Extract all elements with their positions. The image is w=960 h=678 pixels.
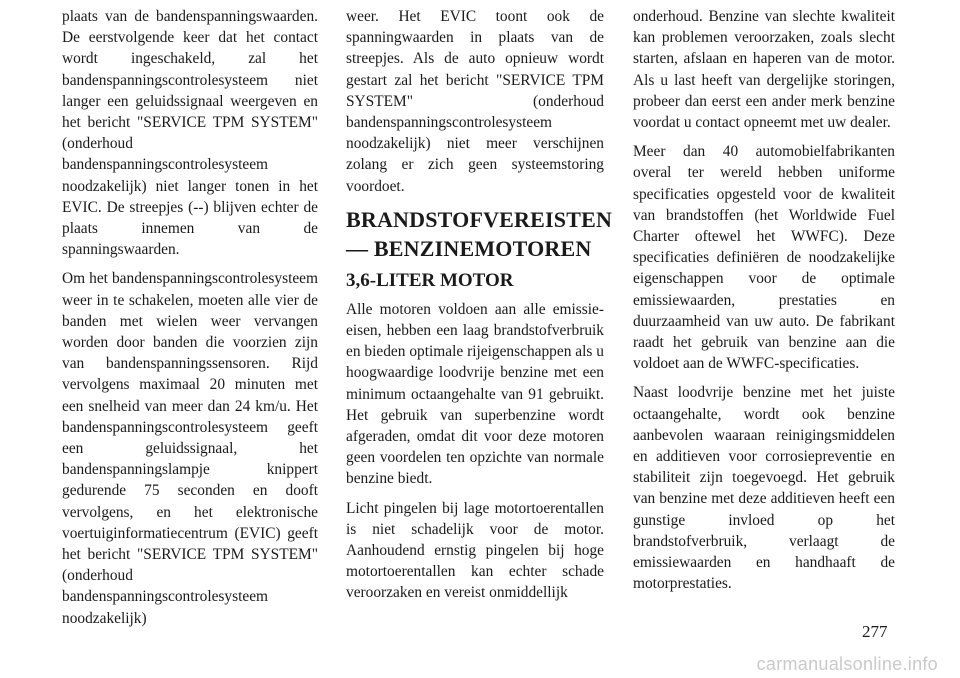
- paragraph: Alle motoren voldoen aan alle emissie-eisen, hebben een laag brandstofverbruik en bieden optimale rijeigenschappen als u hoogwaardige loodvrije benzine met een minimum octaangehalte van 91 gebruikt. Het gebruik van superbenzine wordt afgeraden, omdat dit voor deze motoren geen voordelen ten opzichte van normale benzine biedt.: [346, 300, 604, 488]
- column-middle: [346, 6, 613, 612]
- paragraph: Licht pingelen bij lage motortoerentallen is niet schadelijk voor de motor. Aanhoudend ernstig pingelen bij hoge motortoerentallen kan echter schade veroorzaken en vereist onmiddellijk: [346, 499, 604, 602]
- paragraph: Naast loodvrije benzine met het juiste octaangehalte, wordt ook benzine aanbevolen waaraan reinigingsmiddelen en additieven voor corrosiepreventie en stabiliteit zijn toegevoegd. Het gebruik van benzine met deze additieven heeft een gunstige invloed op het brandstofverbruik, verlaagt de emissiewaarden en handhaaft de motorprestaties.: [633, 384, 895, 593]
- column-left: [62, 6, 318, 637]
- section-heading-line: — BENZINEMOTOREN: [346, 235, 592, 261]
- sub-heading: 3,6-LITER MOTOR: [346, 269, 514, 291]
- paragraph: weer. Het EVIC toont ook de spanningwaarden in plaats van de streepjes. Als de auto opnieuw wordt gestart zal het bericht "SERVICE TPM SYSTEM" (onderhoud bandenspanningscontrolesysteem noodzakelijk) niet meer verschijnen zolang er zich geen systeemstoring voordoet.: [346, 8, 604, 195]
- section-heading: [346, 205, 613, 263]
- paragraph: onderhoud. Benzine van slechte kwaliteit kan problemen veroorzaken, zoals slecht starten, afslaan en haperen van de motor. Als u last heeft van dergelijke storingen, probeer dan eerst een ander merk benzine voordat u contact opneemt met uw dealer.: [633, 8, 895, 132]
- section-heading-line: BRANDSTOFVEREISTEN: [346, 206, 613, 232]
- paragraph: Om het bandenspanningscontrolesysteem weer in te schakelen, moeten alle vier de banden met wielen weer vervangen worden door banden die voorzien zijn van bandenspanningssensoren. Rijd vervolgens maximaal 20 minuten met een snelheid van meer dan 24 km/u. Het bandenspanningscontrolesysteem geeft een geluidssignaal, het bandenspanningslampje knippert gedurende 75 seconden en dooft vervolgens, en het elektronische voertuiginformatiecentrum (EVIC) geeft het bericht "SERVICE TPM SYSTEM" (onderhoud bandenspanningscontrolesysteem noodzakelijk): [62, 270, 318, 627]
- watermark: carmanualsonline.info: [756, 654, 938, 674]
- page-number: 277: [862, 622, 888, 641]
- paragraph: Meer dan 40 automobielfabrikanten overal ter wereld hebben uniforme specificaties opgesteld voor de kwaliteit van brandstoffen (het Worldwide Fuel Charter oftewel het WWFC). Deze specificaties definiëren de noodzakelijke eigenschappen voor de optimale emissiewaarden, prestaties en duurzaamheid van uw auto. De fabrikant raadt het gebruik van benzine aan die voldoet aan de WWFC-specificaties.: [633, 143, 895, 373]
- paragraph: plaats van de bandenspanningswaarden. De eerstvolgende keer dat het contact wordt ingeschakeld, zal het bandenspanningscontrolesysteem niet langer een geluidssignaal weergeven en het bericht "SERVICE TPM SYSTEM" (onderhoud bandenspanningscontrolesysteem noodzakelijk) niet langer tonen in het EVIC. De streepjes (--) blijven echter de plaats innemen van de spanningswaarden.: [62, 8, 318, 259]
- column-right: [633, 6, 895, 602]
